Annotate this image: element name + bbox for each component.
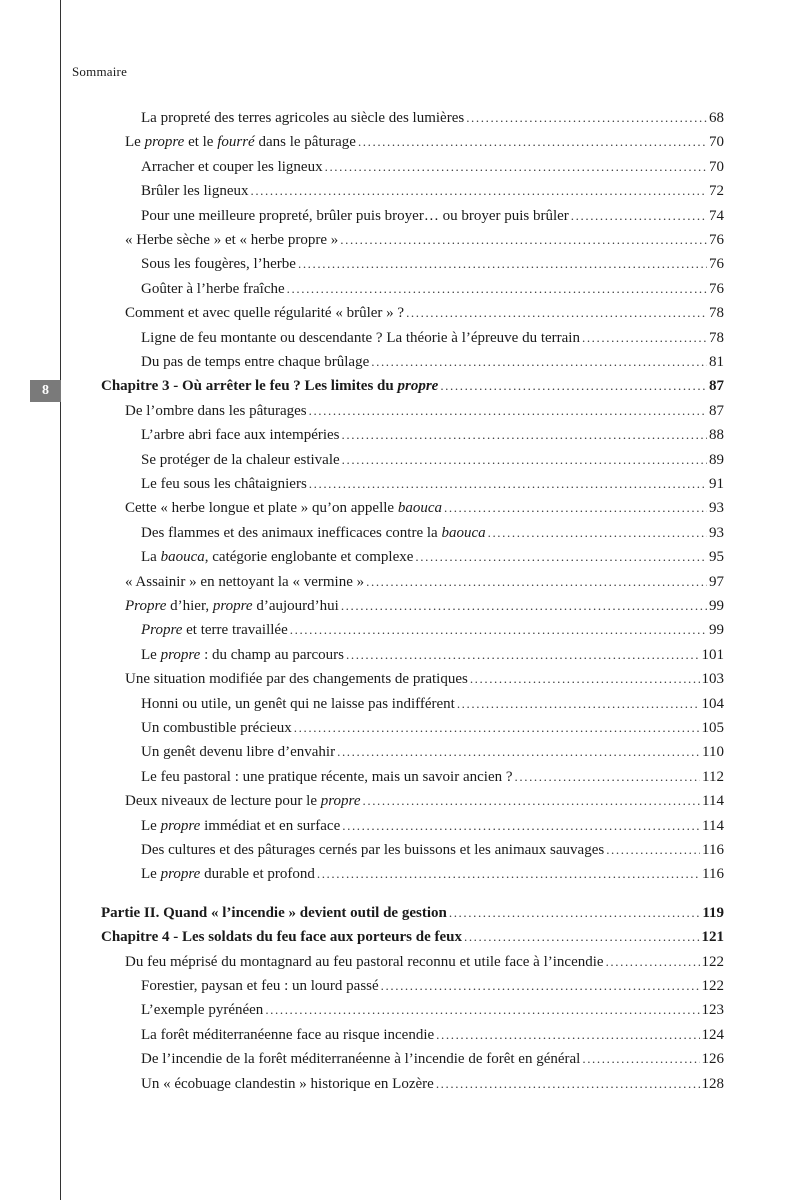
- toc-entry-page: 70: [709, 134, 724, 151]
- dot-leader: [298, 256, 707, 272]
- toc-entry-page: 97: [709, 573, 724, 590]
- toc-entry-page: 70: [709, 158, 724, 175]
- toc-entry-page: 72: [709, 183, 724, 200]
- toc-entry[interactable]: [125, 500, 724, 524]
- dot-leader: [358, 134, 707, 150]
- toc-entry-page: 116: [702, 842, 724, 858]
- dot-leader: [606, 842, 700, 858]
- page-number-tab: 8: [30, 380, 61, 402]
- dot-leader: [337, 744, 700, 760]
- dot-leader: [457, 696, 700, 712]
- dot-leader: [381, 978, 700, 994]
- dot-leader: [294, 720, 700, 736]
- toc-entry[interactable]: [141, 696, 724, 720]
- toc-entry-title: Brûler les ligneux: [141, 183, 249, 200]
- toc-entry[interactable]: [141, 354, 724, 378]
- toc-entry[interactable]: [141, 978, 724, 1002]
- toc-entry-title: De l’incendie de la forêt méditerranéenne à l’incendie de forêt en général: [141, 1051, 581, 1068]
- dot-leader: [309, 403, 707, 419]
- toc-entry-page: 126: [701, 1051, 724, 1068]
- toc-entry[interactable]: [141, 622, 724, 646]
- toc-entry-title: Une situation modifiée par des changements de pratiques: [125, 671, 468, 688]
- dot-leader: [488, 525, 707, 541]
- dot-leader: [250, 183, 707, 199]
- toc-entry[interactable]: [141, 427, 724, 451]
- dot-leader: [366, 574, 707, 590]
- dot-leader: [363, 793, 701, 809]
- dot-leader: [464, 929, 700, 945]
- toc-entry-page: 114: [702, 817, 724, 834]
- toc-entry[interactable]: [141, 818, 724, 842]
- toc-entry-title: Comment et avec quelle régularité « brûler » ?: [125, 305, 405, 322]
- toc-entry[interactable]: [125, 232, 724, 256]
- toc-entry-title: Le feu pastoral : une pratique récente, mais un savoir ancien ?: [141, 768, 513, 785]
- toc-entry[interactable]: [141, 549, 724, 573]
- dot-leader: [265, 1002, 699, 1018]
- toc-entry-page: 88: [709, 427, 724, 444]
- dot-leader: [440, 378, 707, 394]
- dot-leader: [515, 769, 701, 785]
- toc-entry-page: 99: [709, 622, 724, 639]
- toc-entry[interactable]: [141, 1002, 724, 1026]
- toc-entry-page: 81: [709, 354, 724, 370]
- dot-leader: [582, 1051, 699, 1067]
- toc-entry-title: « Assainir » en nettoyant la « vermine »: [125, 573, 365, 590]
- toc-entry[interactable]: [125, 954, 724, 978]
- toc-entry-page: 101: [701, 646, 724, 663]
- dot-leader: [436, 1076, 700, 1092]
- toc-entry[interactable]: [141, 281, 724, 305]
- toc-entry-page: 112: [702, 768, 724, 785]
- toc-entry-title: De l’ombre dans les pâturages: [125, 402, 307, 419]
- toc-entry-title: Chapitre 3 - Où arrêter le feu ? Les limites du propre: [101, 378, 439, 395]
- toc-entry[interactable]: [141, 256, 724, 280]
- toc-entry[interactable]: [141, 183, 724, 207]
- toc-entry[interactable]: [141, 647, 724, 671]
- toc-entry-page: 103: [701, 671, 724, 688]
- toc-entry[interactable]: [141, 476, 724, 500]
- toc-entry-title: Des flammes et des animaux inefficaces contre la baouca: [141, 524, 486, 541]
- toc-entry[interactable]: [141, 330, 724, 354]
- toc-entry-title: La baouca, catégorie englobante et complexe: [141, 549, 414, 566]
- toc-entry-title: Goûter à l’herbe fraîche: [141, 280, 285, 297]
- toc-entry-page: 76: [709, 280, 724, 297]
- toc-entry-page: 89: [709, 451, 724, 468]
- toc-entry[interactable]: [141, 866, 724, 890]
- toc-entry-title: Sous les fougères, l’herbe: [141, 256, 296, 273]
- toc-entry-page: 76: [709, 232, 724, 248]
- toc-entry-title: Propre et terre travaillée: [141, 622, 288, 639]
- toc-heading[interactable]: [101, 929, 724, 953]
- toc-entry[interactable]: [141, 720, 724, 744]
- toc-entry-page: 91: [709, 476, 724, 492]
- toc-entry[interactable]: [125, 793, 724, 817]
- dot-leader: [606, 954, 700, 970]
- dot-leader: [449, 905, 700, 921]
- toc-entry-page: 122: [701, 978, 724, 994]
- toc-entry-page: 78: [709, 329, 724, 346]
- toc-entry-page: 122: [701, 953, 724, 970]
- toc-entry-page: 93: [709, 500, 724, 517]
- dot-leader: [325, 159, 707, 175]
- toc-entry-title: Le propre durable et profond: [141, 866, 315, 883]
- dot-leader: [346, 647, 699, 663]
- dot-leader: [287, 281, 707, 297]
- toc-entry-title: Le propre et le fourré dans le pâturage: [125, 134, 356, 151]
- toc-entry-title: La forêt méditerranéenne face au risque incendie: [141, 1026, 435, 1043]
- toc-entry[interactable]: [141, 769, 724, 793]
- toc-entry-title: Honni ou utile, un genêt qui ne laisse pas indifférent: [141, 695, 455, 712]
- toc-entry-page: 68: [709, 110, 724, 126]
- running-head: Sommaire: [72, 64, 128, 79]
- dot-leader: [406, 305, 707, 321]
- toc-entry[interactable]: [141, 744, 724, 768]
- toc-entry[interactable]: [141, 1076, 724, 1100]
- toc-entry-page: 123: [701, 1002, 724, 1019]
- toc-entry-title: L’arbre abri face aux intempéries: [141, 427, 340, 444]
- dot-leader: [342, 427, 707, 443]
- toc-entry-title: Du feu méprisé du montagnard au feu pastoral reconnu et utile face à l’incendie: [125, 953, 604, 970]
- toc-entry-page: 119: [702, 904, 724, 921]
- toc-entry-title: Se protéger de la chaleur estivale: [141, 451, 340, 468]
- toc-entry[interactable]: [141, 525, 724, 549]
- toc-entry[interactable]: [125, 671, 724, 695]
- dot-leader: [466, 110, 707, 126]
- toc-entry-page: 95: [709, 549, 724, 566]
- toc-entry[interactable]: [125, 403, 724, 427]
- toc-entry-page: 110: [702, 744, 724, 761]
- dot-leader: [582, 330, 707, 346]
- toc-entry-title: Le propre : du champ au parcours: [141, 646, 345, 663]
- toc-entry[interactable]: [141, 159, 724, 183]
- toc-entry-title: La propreté des terres agricoles au siècle des lumières: [141, 110, 465, 126]
- toc-entry-title: L’exemple pyrénéen: [141, 1002, 264, 1019]
- toc-entry-title: Le feu sous les châtaigniers: [141, 476, 307, 492]
- toc-entry-page: 87: [709, 378, 724, 395]
- toc-entry[interactable]: [141, 452, 724, 476]
- dot-leader: [436, 1027, 699, 1043]
- dot-leader: [470, 671, 700, 687]
- toc-entry-page: 74: [709, 207, 724, 224]
- toc-entry[interactable]: [141, 1051, 724, 1075]
- toc-entry[interactable]: [141, 1027, 724, 1051]
- toc-entry-page: 87: [709, 402, 724, 419]
- dot-leader: [309, 476, 707, 492]
- toc-entry-page: 116: [702, 866, 724, 883]
- toc-entry-page: 124: [701, 1026, 724, 1043]
- toc-entry-title: Propre d’hier, propre d’aujourd’hui: [125, 598, 339, 614]
- dot-leader: [340, 232, 707, 248]
- toc-heading[interactable]: [101, 905, 724, 929]
- toc-entry-page: 128: [701, 1075, 724, 1092]
- dot-leader: [371, 354, 707, 370]
- toc-entry-page: 76: [709, 256, 724, 273]
- toc-entry-title: Cette « herbe longue et plate » qu’on appelle baouca: [125, 500, 442, 517]
- margin-rule: [60, 0, 61, 1200]
- toc-entry[interactable]: [125, 598, 724, 622]
- toc-entry-page: 114: [702, 793, 724, 810]
- toc-entry-title: Le propre immédiat et en surface: [141, 817, 341, 834]
- toc-entry-title: Un combustible précieux: [141, 720, 292, 736]
- toc-entry-page: 99: [709, 598, 724, 614]
- toc-entry-page: 105: [701, 720, 724, 736]
- dot-leader: [342, 452, 707, 468]
- toc-entry[interactable]: [141, 208, 724, 232]
- toc-entry-title: Du pas de temps entre chaque brûlage: [141, 354, 370, 370]
- dot-leader: [415, 549, 707, 565]
- toc-entry-title: Chapitre 4 - Les soldats du feu face aux porteurs de feux: [101, 929, 462, 946]
- toc-entry-title: Forestier, paysan et feu : un lourd passé: [141, 978, 379, 994]
- toc-entry[interactable]: [125, 134, 724, 158]
- dot-leader: [317, 866, 700, 882]
- toc-entry[interactable]: [141, 110, 724, 134]
- dot-leader: [342, 818, 700, 834]
- toc-heading[interactable]: [101, 378, 724, 402]
- dot-leader: [290, 622, 707, 638]
- toc-entry[interactable]: [125, 305, 724, 329]
- toc-entry-title: Des cultures et des pâturages cernés par les buissons et les animaux sauvages: [141, 842, 605, 858]
- dot-leader: [341, 598, 707, 614]
- toc-entry-title: Ligne de feu montante ou descendante ? La théorie à l’épreuve du terrain: [141, 329, 580, 346]
- toc-entry-title: Un « écobuage clandestin » historique en Lozère: [141, 1075, 434, 1092]
- toc-entry-title: « Herbe sèche » et « herbe propre »: [125, 232, 339, 248]
- toc-entry-title: Un genêt devenu libre d’envahir: [141, 744, 336, 761]
- toc-entry-title: Arracher et couper les ligneux: [141, 158, 323, 175]
- toc-entry[interactable]: [125, 574, 724, 598]
- toc-entry-page: 104: [701, 695, 724, 712]
- toc-entry-title: Pour une meilleure propreté, brûler puis broyer… ou broyer puis brûler: [141, 207, 569, 224]
- toc-entry-page: 121: [701, 929, 724, 946]
- dot-leader: [444, 500, 707, 516]
- toc-entry-page: 93: [709, 524, 724, 541]
- toc-entry-title: Deux niveaux de lecture pour le propre: [125, 793, 361, 810]
- toc-entry-page: 78: [709, 305, 724, 322]
- dot-leader: [571, 208, 707, 224]
- toc-entry[interactable]: [141, 842, 724, 866]
- toc-entry-title: Partie II. Quand « l’incendie » devient outil de gestion: [101, 904, 447, 921]
